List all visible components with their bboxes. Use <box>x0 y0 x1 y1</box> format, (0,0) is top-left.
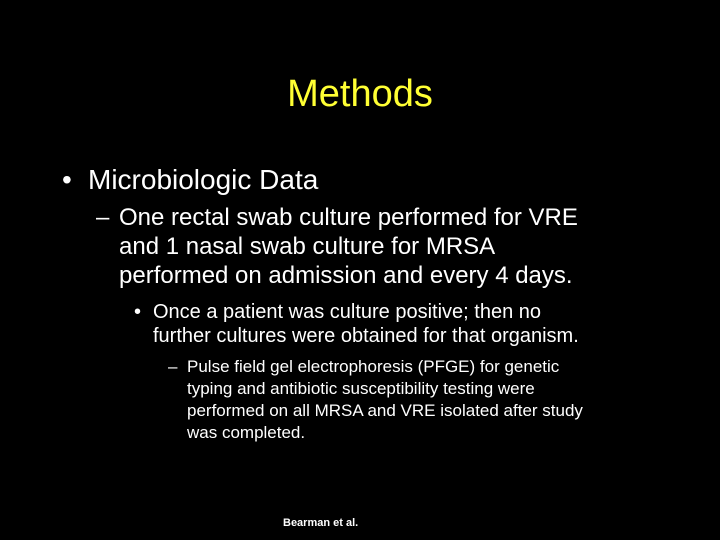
bullet-level-1-text: Microbiologic Data <box>88 164 319 195</box>
bullet-level-4-line: Pulse field gel electrophoresis (PFGE) for genetic <box>187 357 560 376</box>
bullet-level-2-marker: – <box>96 204 110 231</box>
slide-title: Methods <box>287 73 433 115</box>
bullet-level-2-line: performed on admission and every 4 days. <box>119 262 573 289</box>
bullet-level-4-marker: – <box>168 357 178 376</box>
bullet-level-2-text <box>119 203 679 290</box>
bullet-level-3-line: further cultures were obtained for that organism. <box>153 325 579 347</box>
bullet-level-2-line: One rectal swab culture performed for VRE <box>119 204 578 231</box>
bullet-level-4-line: typing and antibiotic susceptibility testing were <box>187 379 535 398</box>
bullet-level-3-line: Once a patient was culture positive; then no <box>153 301 542 323</box>
bullet-level-4-text <box>187 356 667 444</box>
bullet-level-1-marker: • <box>62 164 72 195</box>
bullet-level-3-text <box>153 300 673 348</box>
bullet-level-3-marker: • <box>134 301 142 323</box>
slide-footer-citation: Bearman et al. <box>283 517 359 529</box>
bullet-level-4-line: performed on all MRSA and VRE isolated after study <box>187 401 583 420</box>
bullet-level-2-line: and 1 nasal swab culture for MRSA <box>119 233 496 260</box>
bullet-level-4-line: was completed. <box>187 423 306 442</box>
